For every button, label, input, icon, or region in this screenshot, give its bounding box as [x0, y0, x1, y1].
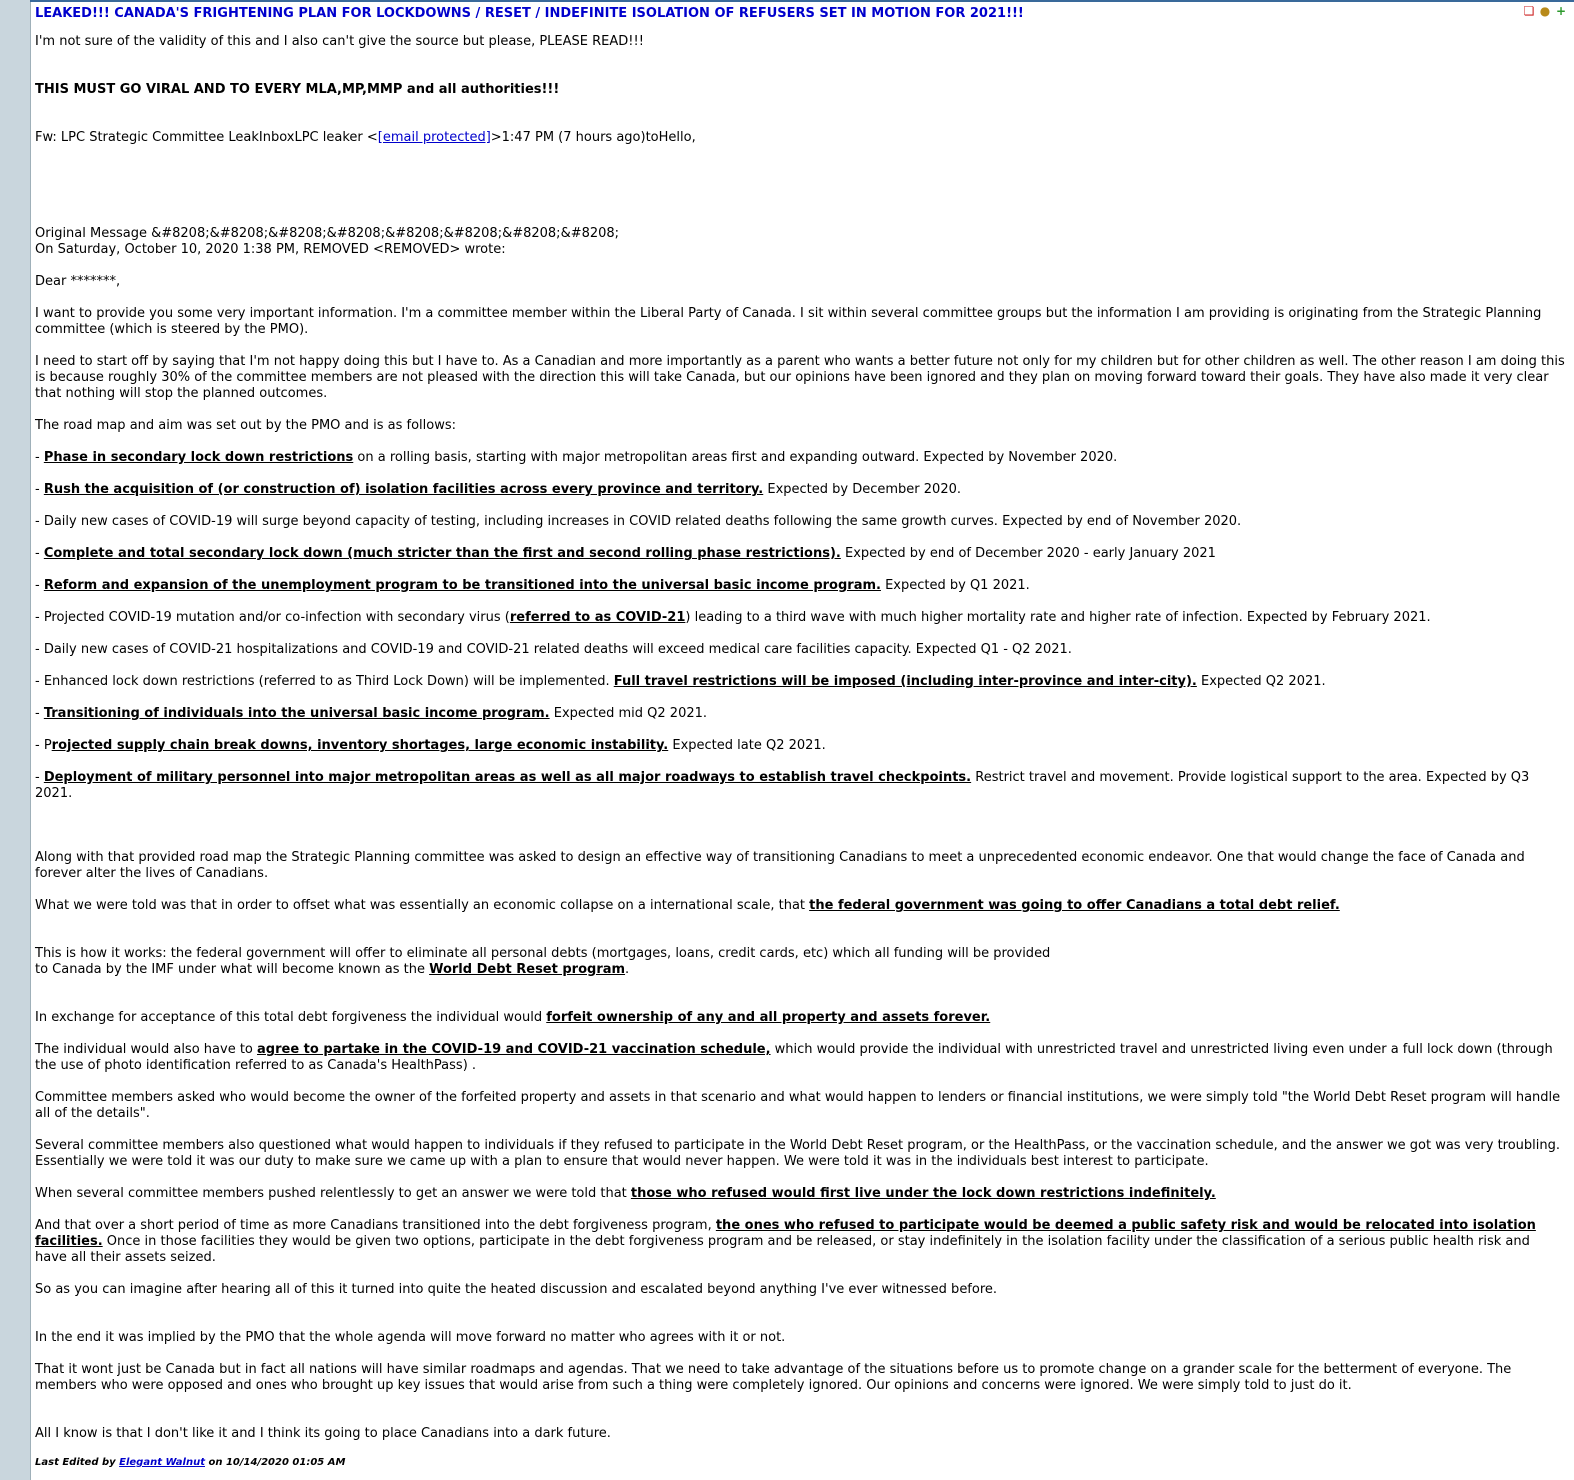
- greeting: Dear *******,: [35, 274, 121, 289]
- list-item: - Daily new cases of COVID-21 hospitalizations and COVID-19 and COVID-21 related deaths will exceed medical care facilities capacity. Expected Q1 - Q2 2021.: [35, 642, 1072, 657]
- header-rule: [30, 0, 1574, 2]
- last-edited: Last Edited by Elegant Walnut on 10/14/2020 01:05 AM: [35, 1457, 346, 1468]
- viral-text: THIS MUST GO VIRAL AND TO EVERY MLA,MP,MMP and all authorities!!!: [35, 82, 560, 97]
- add-icon[interactable]: +: [1555, 4, 1567, 18]
- list-item: - Transitioning of individuals into the universal basic income program. Expected mid Q2 2021.: [35, 706, 708, 721]
- para-15: That it wont just be Canada but in fact all nations will have similar roadmaps and agendas. That we need to take advantage of the situations before us to promote change on a grander scale for the betterment of everyone. The members who were opposed and ones who brought up key issues that would arise from such a thing were completely ignored. Our opinions and concerns were ignored. We were simply told to just do it.: [35, 1362, 1512, 1393]
- para-9: Committee members asked who would become the owner of the forfeited property and assets in that scenario and what would happen to lenders or financial institutions, we were simply told "the World Debt Reset program will handle all of the details".: [35, 1090, 1561, 1121]
- para-2: I need to start off by saying that I'm not happy doing this but I have to. As a Canadian and more importantly as a parent who wants a better future not only for my children but for other children as well. The other reason I am doing this is because roughly 30% of the committee members are not pleased with the direction this will take Canada, but our opinions have been ignored and they plan on moving forward toward their goals. They have also made it very clear that nothing will stop the planned outcomes.: [35, 354, 1565, 401]
- left-gutter: [0, 0, 31, 1480]
- para-7: In exchange for acceptance of this total debt forgiveness the individual would forfeit ownership of any and all property and assets forever.: [35, 1010, 991, 1025]
- list-item: - Deployment of military personnel into major metropolitan areas as well as all major roadways to establish travel checkpoints. Restrict travel and movement. Provide logistical support to the area. Expected by Q3 2021.: [35, 770, 1530, 801]
- list-item: - Complete and total secondary lock down (much stricter than the first and second rolling phase restrictions). Expected by end of December 2020 - early January 2021: [35, 546, 1216, 561]
- para-3: The road map and aim was set out by the PMO and is as follows:: [35, 418, 457, 433]
- list-item: - Rush the acquisition of (or construction of) isolation facilities across every province and territory. Expected by December 2020.: [35, 482, 961, 497]
- editor-link[interactable]: Elegant Walnut: [119, 1457, 205, 1468]
- list-item: - Projected COVID-19 mutation and/or co-infection with secondary virus (referred to as COVID-21) leading to a third wave with much higher mortality rate and higher rate of infection. Expected by February 2021.: [35, 610, 1431, 625]
- para-12: And that over a short period of time as more Canadians transitioned into the debt forgiveness program, the ones who refused to participate would be deemed a public safety risk and would be relocated into isolation facilities. Once in those facilities they would be given two options, participate in the debt forgiveness program and be released, or stay indefinitely in the isolation facility under the classification of a serious public health risk and have all their assets seized.: [35, 1218, 1536, 1265]
- post-title: LEAKED!!! CANADA'S FRIGHTENING PLAN FOR LOCKDOWNS / RESET / INDEFINITE ISOLATION OF REFUSERS SET IN MOTION FOR 2021!!!: [35, 6, 1024, 21]
- para-11: When several committee members pushed relentlessly to get an answer we were told that those who refused would first live under the lock down restrictions indefinitely.: [35, 1186, 1216, 1201]
- para-6: This is how it works: the federal government will offer to eliminate all personal debts (mortgages, loans, credit cards, etc) which all funding will be provided to Canada by the IMF under what will become known as the World Debt Reset program.: [35, 946, 1051, 977]
- para-10: Several committee members also questioned what would happen to individuals if they refused to participate in the World Debt Reset program, or the HealthPass, or the vaccination schedule, and the answer we got was very troubling. Essentially we were told it was our duty to make sure we came up with a plan to ensure that would never happen. We were told it was in the individuals best interest to participate.: [35, 1138, 1561, 1169]
- para-16: All I know is that I don't like it and I think its going to place Canadians into a dark future.: [35, 1426, 611, 1441]
- para-14: In the end it was implied by the PMO that the whole agenda will move forward no matter who agrees with it or not.: [35, 1330, 786, 1345]
- speech-bubble-icon[interactable]: ●: [1539, 4, 1551, 18]
- intro-text: I'm not sure of the validity of this and I also can't give the source but please, PLEASE READ!!!: [35, 34, 644, 49]
- email-link[interactable]: [email protected]: [377, 130, 491, 145]
- original-message: Original Message &#8208;&#8208;&#8208;&#8208;&#8208;&#8208;&#8208;&#8208; On Saturday, October 10, 2020 1:38 PM, REMOVED <REMOVED> wrote:: [35, 226, 620, 257]
- para-4: Along with that provided road map the Strategic Planning committee was asked to design an effective way of transitioning Canadians to meet a unprecedented economic endeavor. One that would change the face of Canada and forever alter the lives of Canadians.: [35, 850, 1525, 881]
- list-item: - Phase in secondary lock down restrictions on a rolling basis, starting with major metropolitan areas first and expanding outward. Expected by November 2020.: [35, 450, 1118, 465]
- para-8: The individual would also have to agree to partake in the COVID-19 and COVID-21 vaccination schedule, which would provide the individual with unrestricted travel and unrestricted living even under a full lock down (through the use of photo identification referred to as Canada's HealthPass) .: [35, 1042, 1553, 1073]
- para-13: So as you can imagine after hearing all of this it turned into quite the heated discussion and escalated beyond anything I've ever witnessed before.: [35, 1282, 998, 1297]
- pin-icon[interactable]: ❏: [1523, 4, 1535, 18]
- post-body: [35, 6, 1565, 1471]
- list-item: - Daily new cases of COVID-19 will surge beyond capacity of testing, including increases in COVID related deaths following the same growth curves. Expected by end of November 2020.: [35, 514, 1242, 529]
- fw-line: Fw: LPC Strategic Committee LeakInboxLPC leaker <[email protected]>1:47 PM (7 hours ago)toHello,: [35, 130, 696, 145]
- para-1: I want to provide you some very important information. I'm a committee member within the Liberal Party of Canada. I sit within several committee groups but the information I am providing is originating from the Strategic Planning committee (which is steered by the PMO).: [35, 306, 1542, 337]
- list-item: - Enhanced lock down restrictions (referred to as Third Lock Down) will be implemented. Full travel restrictions will be imposed (including inter-province and inter-city). Expected Q2 2021.: [35, 674, 1326, 689]
- list-item: - Reform and expansion of the unemployment program to be transitioned into the universal basic income program. Expected by Q1 2021.: [35, 578, 1030, 593]
- para-5: What we were told was that in order to offset what was essentially an economic collapse on a international scale, that the federal government was going to offer Canadians a total debt relief.: [35, 898, 1340, 913]
- list-item: - Projected supply chain break downs, inventory shortages, large economic instability. Expected late Q2 2021.: [35, 738, 826, 753]
